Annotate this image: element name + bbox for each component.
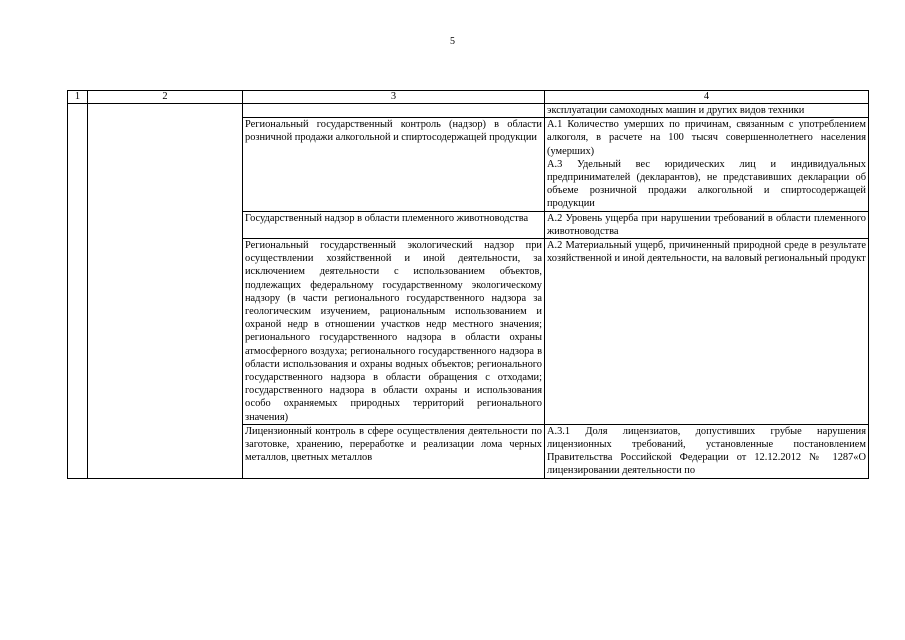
indicator-text: А.3 Удельный вес юридических лиц и индивидуальных предпринимателей (декларантов), не представивших декларации об объеме розничной продажи алкогольной и спиртосодержащей продукции <box>547 158 866 210</box>
header-col-2: 2 <box>88 91 243 104</box>
indicator-cell <box>545 118 869 211</box>
cell-continuation: эксплуатации самоходных машин и других видов техники <box>545 104 869 118</box>
table-header-row <box>68 91 869 104</box>
control-type-cell: Государственный надзор в области племенного животноводства <box>243 211 545 238</box>
control-type-cell: Региональный государственный экологический надзор при осуществлении хозяйственной и иной деятельности, за исключением деятельности с использованием объектов, подлежащих федеральному государственному экологическому надзору (в части регионального государственного надзора за геологическим изучением, рациональным использованием и охраной недр в отношении участков недр местного значения; регионального государственного надзора в области охраны атмосферного воздуха; регионального государственного надзора в области использования и охраны водных объектов; регионального государственного надзора в области обращения с отходами; государственного надзора в области охраны и использования особо охраняемых природных территорий регионального значения) <box>243 239 545 425</box>
indicator-cell: А.2 Материальный ущерб, причиненный природной среде в результате хозяйственной и иной деятельности, на валовый региональный продукт <box>545 239 869 425</box>
indicator-cell: А.3.1 Доля лицензиатов, допустивших грубые нарушения лицензионных требований, установленные постановлением Правительства Российской Федерации от 12.12.2012 № 1287«О лицензировании деятельности по <box>545 424 869 478</box>
cell-col-3 <box>243 104 545 118</box>
header-col-3: 3 <box>243 91 545 104</box>
header-col-1: 1 <box>68 91 88 104</box>
page-number: 5 <box>450 36 455 47</box>
control-type-cell: Региональный государственный контроль (надзор) в области розничной продажи алкогольной и спиртосодержащей продукции <box>243 118 545 211</box>
indicator-text: А.1 Количество умерших по причинам, связанным с употреблением алкоголя, в расчете на 100 тысяч совершеннолетнего населения (умерших) <box>547 119 866 157</box>
table-row <box>68 104 869 118</box>
header-col-4: 4 <box>545 91 869 104</box>
indicator-cell: А.2 Уровень ущерба при нарушении требований в области племенного животноводства <box>545 211 869 238</box>
control-type-cell: Лицензионный контроль в сфере осуществления деятельности по заготовке, хранению, переработке и реализации лома черных металлов, цветных металлов <box>243 424 545 478</box>
cell-col-1 <box>68 104 88 479</box>
document-table <box>67 90 869 479</box>
cell-col-2 <box>88 104 243 479</box>
